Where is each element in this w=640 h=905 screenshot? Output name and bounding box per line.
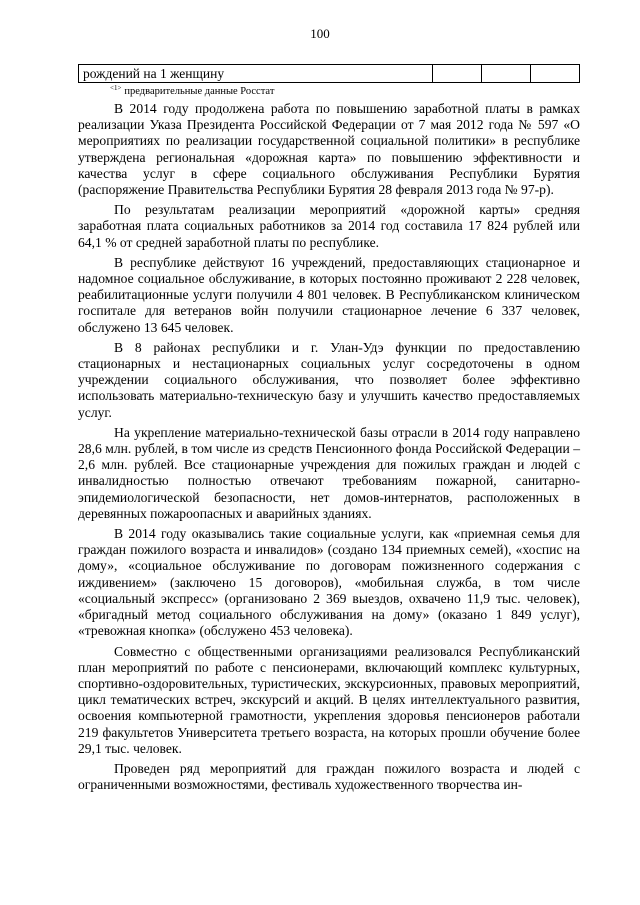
paragraph: Совместно с общественными организациями реализовался Республиканский план мероприятий по работе с пенсионерами, включающий комплекс культурных, спортивно-оздоровительных, туристических, экскурсионных, правовых мероприятий, цикл тематических встреч, экскурсий и акций. В целях интеллектуального развития, освоения компьютерной грамотности, укрепления здоровья пенсионеров работали 219 факультетов Университета третьего возраста, на которых прошли обучение более 29,1 тыс. человек. — [78, 643, 580, 756]
paragraph: На укрепление материально-технической базы отрасли в 2014 году направлено 28,6 млн. рублей, в том числе из средств Пенсионного фонда Российской Федерации – 2,6 млн. рублей. Все стационарные учреждения для пожилых граждан и людей с инвалидностью полностью отвечают требованиям пожарной, санитарно-эпидемиологической безопасности, нет домов-интернатов, расположенных в деревянных пожароопасных и аварийных зданиях. — [78, 424, 580, 521]
paragraph: В 2014 году продолжена работа по повышению заработной платы в рамках реализации Указа Президента Российской Федерации от 7 мая 2012 года № 597 «О мероприятиях по реализации государственной социальной политики» в республике утверждена региональная «дорожная карта» по повышению эффективности и качества услуг в сфере социального обслуживания Республики Бурятия (распоряжение Правительства Республики Бурятия 28 февраля 2013 года № 97-р). — [78, 101, 580, 198]
table-cell-empty — [482, 65, 531, 83]
table-row — [79, 65, 580, 83]
footnote — [110, 84, 274, 97]
paragraph: В 2014 году оказывались такие социальные услуги, как «приемная семья для граждан пожилого возраста и инвалидов» (создано 134 приемных семей), «хоспис на дому», «социальное обслуживание по договорам пожизненного содержания с иждивением» (заключено 15 договоров), «мобильная служба, в том числе «социальный экспресс» (организовано 2 369 выездов, охвачено 11,9 тыс. человек), «бригадный метод социального обслуживания на дому» (оказано 1 849 услуг), «тревожная кнопка» (обслужено 453 человека). — [78, 526, 580, 639]
paragraph: Проведен ряд мероприятий для граждан пожилого возраста и людей с ограниченными возможностями, фестиваль художественного творчества ин- — [78, 760, 580, 793]
table-cell-empty — [433, 65, 482, 83]
page-number: 100 — [310, 26, 330, 41]
table-cell-empty — [531, 65, 580, 83]
paragraph: В республике действуют 16 учреждений, предоставляющих стационарное и надомное социальное обслуживание, в которых постоянно проживают 2 228 человек, реабилитационные услуги получили 4 801 человек. В Республиканском клиническом госпитале для ветеранов войн получили стационарное лечение 6 337 человек, обслужено 13 645 человек. — [78, 254, 580, 335]
table-fragment — [78, 64, 580, 83]
paragraph: По результатам реализации мероприятий «дорожной карты» средняя заработная плата социальных работников за 2014 год составила 17 824 рублей или 64,1 % от средней заработной платы по республике. — [78, 202, 580, 250]
footnote-marker: <1> — [110, 84, 122, 92]
paragraph: В 8 районах республики и г. Улан-Удэ функции по предоставлению стационарных и нестационарных социальных услуг сосредоточены в одном учреждении социального обслуживания, что позволяет более эффективно использовать материально-техническую базу и улучшить качество предоставляемых услуг. — [78, 339, 580, 420]
table-cell-label: рождений на 1 женщину — [79, 65, 433, 83]
body-text — [78, 101, 580, 793]
footnote-text: предварительные данные Росстат — [124, 86, 275, 97]
